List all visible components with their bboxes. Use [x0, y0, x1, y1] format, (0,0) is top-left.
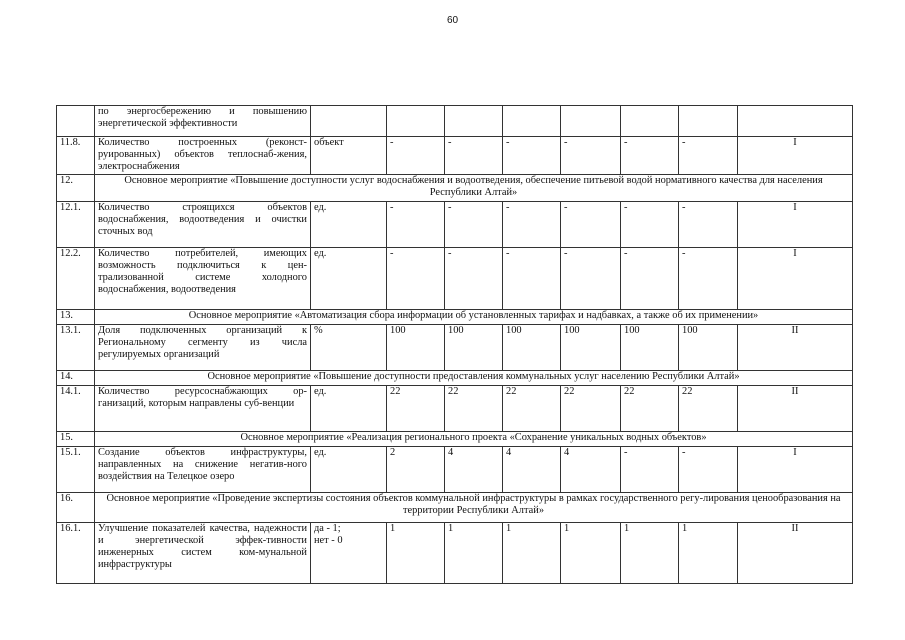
- indicators-table: [56, 105, 853, 584]
- value-cell: 4: [561, 446, 621, 492]
- table-row: [57, 201, 853, 247]
- value-cell: 1: [503, 522, 561, 583]
- unit-cell: ед.: [311, 247, 387, 309]
- indicator-name-cell: Количество построенных (реконст-руированных) объектов теплоснаб-жения, электроснабжения: [95, 137, 311, 175]
- value-cell: [387, 106, 445, 137]
- section-row: [57, 309, 853, 324]
- value-cell: -: [503, 247, 561, 309]
- value-cell: 1: [621, 522, 679, 583]
- value-cell: -: [679, 446, 738, 492]
- value-cell: -: [503, 137, 561, 175]
- value-cell: -: [387, 137, 445, 175]
- table-row: [57, 137, 853, 175]
- row-number-cell: 14.: [57, 370, 95, 385]
- value-cell: 1: [387, 522, 445, 583]
- indicator-name-cell: Количество потребителей, имеющих возможность подключиться к цен-трализованной системе холодного водоснабжения, водоотведения: [95, 247, 311, 309]
- row-number-cell: 15.1.: [57, 446, 95, 492]
- value-cell: 22: [621, 385, 679, 431]
- indicator-name-cell: Количество строящихся объектов водоснабжения, водоотведения и очистки сточных вод: [95, 201, 311, 247]
- value-cell: -: [561, 247, 621, 309]
- row-number-cell: 16.1.: [57, 522, 95, 583]
- level-cell: II: [738, 324, 853, 370]
- unit-cell: да - 1; нет - 0: [311, 522, 387, 583]
- table-row: [57, 522, 853, 583]
- value-cell: 4: [445, 446, 503, 492]
- row-number-cell: 12.1.: [57, 201, 95, 247]
- level-cell: [738, 106, 853, 137]
- value-cell: 22: [679, 385, 738, 431]
- value-cell: 22: [503, 385, 561, 431]
- level-cell: I: [738, 446, 853, 492]
- row-number-cell: 13.: [57, 309, 95, 324]
- value-cell: [445, 106, 503, 137]
- section-title-cell: Основное мероприятие «Повышение доступности услуг водоснабжения и водоотведения, обеспечение питьевой водой нормативного качества для населения Республики Алтай»: [95, 174, 853, 201]
- value-cell: 22: [561, 385, 621, 431]
- row-number-cell: 12.2.: [57, 247, 95, 309]
- row-number-cell: 13.1.: [57, 324, 95, 370]
- value-cell: -: [445, 137, 503, 175]
- value-cell: -: [561, 201, 621, 247]
- value-cell: -: [621, 247, 679, 309]
- level-cell: I: [738, 137, 853, 175]
- value-cell: 2: [387, 446, 445, 492]
- table-row: [57, 106, 853, 137]
- level-cell: II: [738, 522, 853, 583]
- section-row: [57, 174, 853, 201]
- value-cell: 100: [387, 324, 445, 370]
- value-cell: [621, 106, 679, 137]
- level-cell: II: [738, 385, 853, 431]
- table-row: [57, 385, 853, 431]
- unit-cell: ед.: [311, 201, 387, 247]
- value-cell: 100: [679, 324, 738, 370]
- value-cell: 100: [503, 324, 561, 370]
- section-title-cell: Основное мероприятие «Автоматизация сбора информации об установленных тарифах и надбавках, а также об их применении»: [95, 309, 853, 324]
- section-title-cell: Основное мероприятие «Повышение доступности предоставления коммунальных услуг населению Республики Алтай»: [95, 370, 853, 385]
- value-cell: 100: [621, 324, 679, 370]
- page-number: 60: [446, 15, 459, 26]
- value-cell: -: [445, 201, 503, 247]
- unit-cell: %: [311, 324, 387, 370]
- table-row: [57, 324, 853, 370]
- value-cell: 1: [679, 522, 738, 583]
- value-cell: 22: [445, 385, 503, 431]
- value-cell: -: [387, 247, 445, 309]
- section-title-cell: Основное мероприятие «Проведение экспертизы состояния объектов коммунальной инфраструктуры в рамках государственного регу-лирования ценообразования на территории Республики Алтай»: [95, 492, 853, 522]
- value-cell: 1: [561, 522, 621, 583]
- indicator-name-cell: Количество ресурсоснабжающих ор-ганизаций, которым направлены суб-венции: [95, 385, 311, 431]
- indicator-name-cell: Создание объектов инфраструктуры, направленных на снижение негатив-ного воздействия на Телецкое озеро: [95, 446, 311, 492]
- row-number-cell: 15.: [57, 431, 95, 446]
- section-title-cell: Основное мероприятие «Реализация регионального проекта «Сохранение уникальных водных объектов»: [95, 431, 853, 446]
- section-row: [57, 370, 853, 385]
- row-number-cell: 12.: [57, 174, 95, 201]
- value-cell: -: [679, 247, 738, 309]
- unit-cell: ед.: [311, 446, 387, 492]
- value-cell: -: [561, 137, 621, 175]
- value-cell: -: [445, 247, 503, 309]
- value-cell: 22: [387, 385, 445, 431]
- row-number-cell: 11.8.: [57, 137, 95, 175]
- indicator-name-cell: по энергосбережению и повышению энергетической эффективности: [95, 106, 311, 137]
- indicator-name-cell: Доля подключенных организаций к Региональному сегменту из числа регулируемых организаций: [95, 324, 311, 370]
- section-row: [57, 431, 853, 446]
- level-cell: I: [738, 201, 853, 247]
- level-cell: I: [738, 247, 853, 309]
- value-cell: 1: [445, 522, 503, 583]
- unit-cell: [311, 106, 387, 137]
- value-cell: -: [621, 446, 679, 492]
- row-number-cell: 14.1.: [57, 385, 95, 431]
- value-cell: 100: [445, 324, 503, 370]
- value-cell: -: [621, 137, 679, 175]
- value-cell: [503, 106, 561, 137]
- value-cell: 100: [561, 324, 621, 370]
- value-cell: [679, 106, 738, 137]
- value-cell: -: [503, 201, 561, 247]
- value-cell: 4: [503, 446, 561, 492]
- value-cell: [561, 106, 621, 137]
- table-row: [57, 247, 853, 309]
- section-row: [57, 492, 853, 522]
- value-cell: -: [679, 201, 738, 247]
- row-number-cell: 16.: [57, 492, 95, 522]
- unit-cell: ед.: [311, 385, 387, 431]
- table-row: [57, 446, 853, 492]
- unit-cell: объект: [311, 137, 387, 175]
- indicator-name-cell: Улучшение показателей качества, надежности и энергетической эффек-тивности инженерных систем ком-мунальной инфраструктуры: [95, 522, 311, 583]
- row-number-cell: [57, 106, 95, 137]
- value-cell: -: [679, 137, 738, 175]
- value-cell: -: [621, 201, 679, 247]
- value-cell: -: [387, 201, 445, 247]
